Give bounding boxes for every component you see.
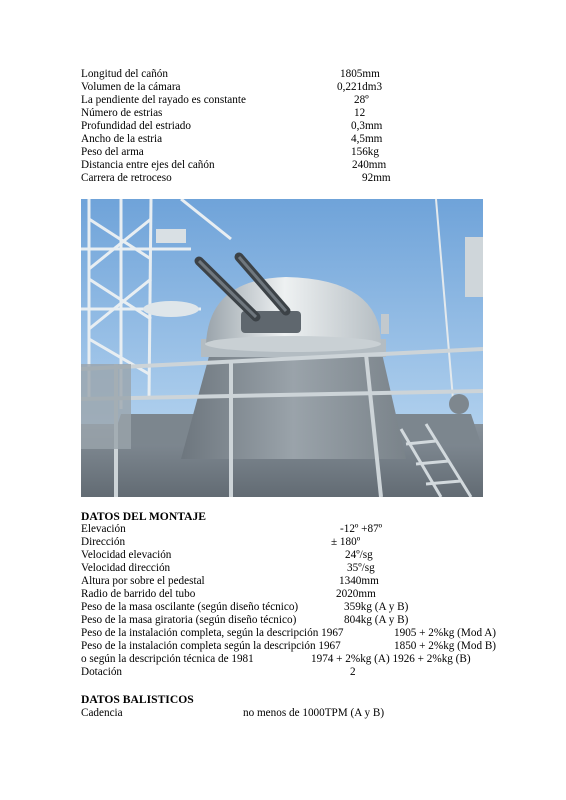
spec-label: La pendiente del rayado es constante xyxy=(81,94,246,106)
spec-label: Longitud del cañón xyxy=(81,68,168,80)
spec-label: Profundidad del estriado xyxy=(81,120,191,132)
spec-value: 156kg xyxy=(351,146,379,158)
spec-row xyxy=(81,120,383,133)
spec-value: 92mm xyxy=(362,172,391,184)
montaje-value: 804kg (A y B) xyxy=(344,614,409,626)
balisticos-value: no menos de 1000TPM (A y B) xyxy=(243,707,385,719)
montaje-row xyxy=(81,653,471,666)
montaje-label: Radio de barrido del tubo xyxy=(81,588,196,600)
montaje-label: o según la descripción técnica de 1981 xyxy=(81,653,254,665)
balisticos-heading: DATOS BALISTICOS xyxy=(81,693,194,706)
montaje-row xyxy=(81,614,409,627)
montaje-value: ± 180º xyxy=(331,536,361,548)
spec-value: 4,5mm xyxy=(351,133,383,145)
gun-mount-photo xyxy=(81,199,483,497)
montaje-row xyxy=(81,640,497,653)
spec-row xyxy=(81,133,383,146)
montaje-value: 1905 + 2%kg (Mod A) xyxy=(394,627,497,639)
spec-row xyxy=(81,172,391,185)
montaje-label: Dotación xyxy=(81,666,123,678)
montaje-value: 1340mm xyxy=(339,575,379,587)
balisticos-label: Cadencia xyxy=(81,707,123,719)
spec-label: Distancia entre ejes del cañón xyxy=(81,159,215,171)
montaje-value: 2 xyxy=(350,666,356,678)
montaje-value: 1850 + 2%kg (Mod B) xyxy=(394,640,497,652)
spec-value: 28º xyxy=(354,94,369,106)
spec-value: 1805mm xyxy=(340,68,380,80)
montaje-row xyxy=(81,523,383,536)
montaje-row xyxy=(81,601,409,614)
spec-row xyxy=(81,159,387,172)
spec-row xyxy=(81,68,380,81)
montaje-label: Peso de la masa giratoria (según diseño técnico) xyxy=(81,614,297,626)
montaje-row xyxy=(81,575,379,588)
montaje-label: Velocidad dirección xyxy=(81,562,171,574)
montaje-value: 24º/sg xyxy=(345,549,373,561)
montaje-row xyxy=(81,562,375,575)
montaje-row xyxy=(81,627,497,640)
spec-label: Número de estrias xyxy=(81,107,163,119)
montaje-value: 359kg (A y B) xyxy=(344,601,409,613)
montaje-value: 35º/sg xyxy=(347,562,375,574)
montaje-label: Elevación xyxy=(81,523,126,535)
spec-label: Carrera de retroceso xyxy=(81,172,172,184)
balisticos-row xyxy=(81,707,385,720)
spec-row xyxy=(81,146,379,159)
spec-row xyxy=(81,94,369,107)
montaje-row xyxy=(81,666,356,679)
montaje-label: Peso de la masa oscilante (según diseño técnico) xyxy=(81,601,299,613)
montaje-label: Peso de la instalación completa según la descripción 1967 xyxy=(81,640,341,652)
montaje-value: -12º +87º xyxy=(340,523,383,535)
montaje-row xyxy=(81,536,361,549)
spec-value: 240mm xyxy=(352,159,387,171)
montaje-row xyxy=(81,588,376,601)
montaje-row xyxy=(81,549,373,562)
spec-value: 0,221dm3 xyxy=(337,81,383,93)
montaje-value: 2020mm xyxy=(336,588,376,600)
gun-mount-illustration xyxy=(81,199,483,497)
spec-row xyxy=(81,81,383,94)
spec-row xyxy=(81,107,366,120)
montaje-label: Dirección xyxy=(81,536,126,548)
spec-label: Peso del arma xyxy=(81,146,144,158)
spec-value: 12 xyxy=(354,107,366,119)
spec-value: 0,3mm xyxy=(351,120,383,132)
montaje-label: Altura por sobre el pedestal xyxy=(81,575,205,587)
montaje-label: Peso de la instalación completa, según la descripción 1967 xyxy=(81,627,344,639)
spec-label: Volumen de la cámara xyxy=(81,81,181,93)
spec-label: Ancho de la estria xyxy=(81,133,163,145)
montaje-label: Velocidad elevación xyxy=(81,549,172,561)
montaje-value: 1974 + 2%kg (A) 1926 + 2%kg (B) xyxy=(311,653,471,665)
montaje-heading: DATOS DEL MONTAJE xyxy=(81,510,206,523)
